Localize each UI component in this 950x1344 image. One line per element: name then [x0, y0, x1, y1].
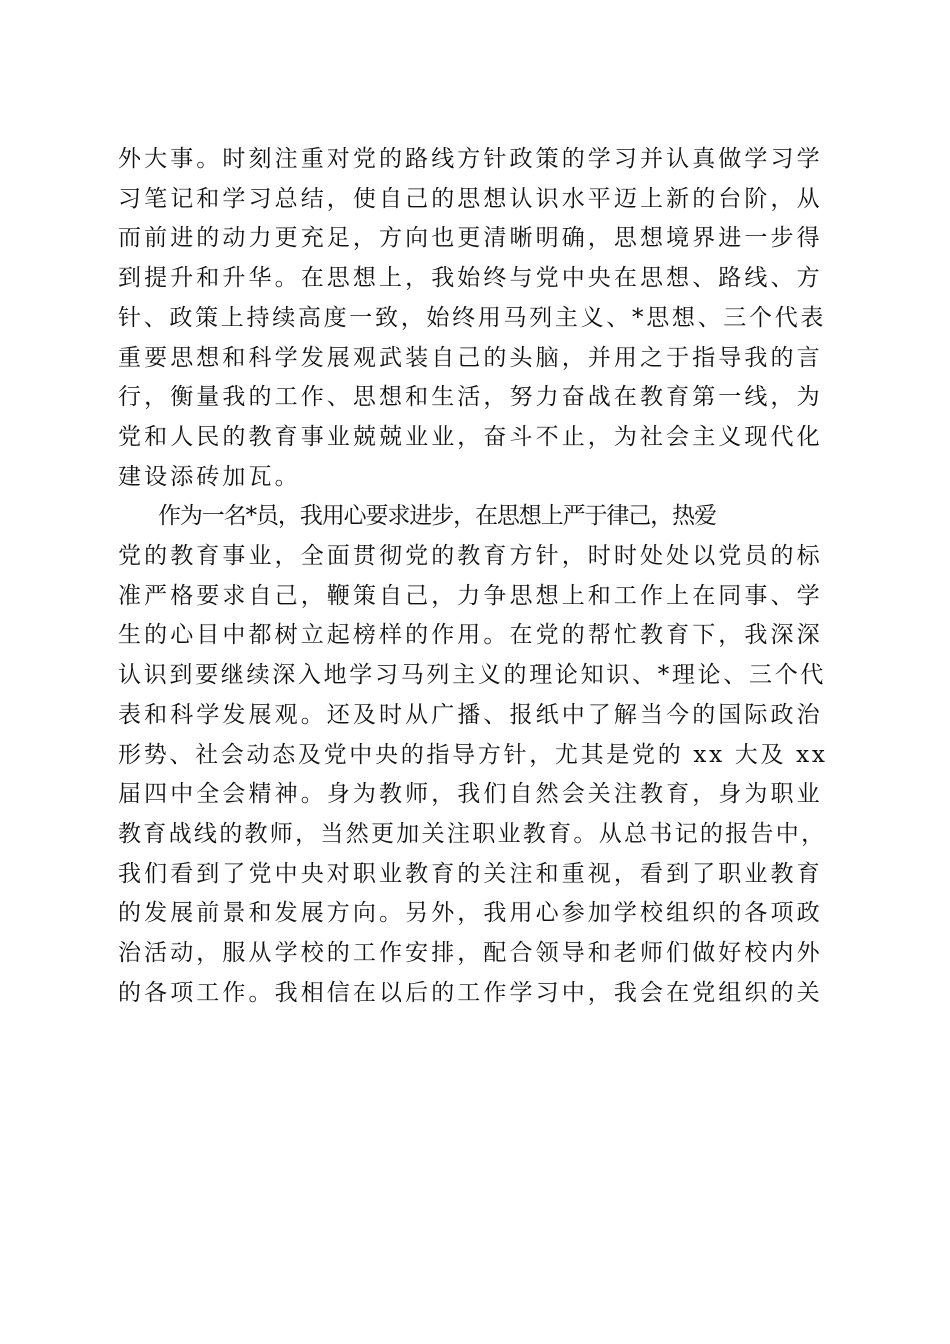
text-line: 生的心目中都树立起榜样的作用。在党的帮忙教育下，我深深 — [118, 622, 823, 649]
text-line: 我们看到了党中央对职业教育的关注和重视，看到了职业教育 — [118, 860, 823, 887]
text-line: 而前进的动力更充足，方向也更清晰明确，思想境界进一步得 — [118, 225, 823, 252]
text-line: 的各项工作。我相信在以后的工作学习中，我会在党组织的关 — [118, 979, 823, 1006]
text-line: 形势、社会动态及党中央的指导方针，尤其是党的 xx 大及 xx — [118, 741, 828, 768]
text-line: 外大事。时刻注重对党的路线方针政策的学习并认真做学习学 — [118, 146, 823, 172]
text-line: 届四中全会精神。身为教师，我们自然会关注教育，身为职业 — [118, 781, 823, 808]
text-line: 的发展前景和发展方向。另外，我用心参加学校组织的各项政 — [118, 900, 823, 927]
text-line: 重要思想和科学发展观武装自己的头脑，并用之于指导我的言 — [118, 344, 823, 371]
paragraph-2 — [118, 497, 828, 1013]
text-line: 行，衡量我的工作、思想和生活，努力奋战在教育第一线，为 — [118, 384, 823, 411]
text-line: 表和科学发展观。还及时从广播、报纸中了解当今的国际政治 — [118, 701, 823, 728]
text-line: 建设添砖加瓦。 — [118, 463, 301, 490]
text-line: 到提升和升华。在思想上，我始终与党中央在思想、路线、方 — [118, 265, 823, 292]
text-line: 治活动，服从学校的工作安排，配合领导和老师们做好校内外 — [118, 940, 823, 967]
text-line: 教育战线的教师，当然更加关注职业教育。从总书记的报告中， — [118, 820, 827, 847]
text-line: 党的教育事业，全面贯彻党的教育方针，时时处处以党员的标 — [118, 543, 823, 570]
text-line: 准严格要求自己，鞭策自己，力争思想上和工作上在同事、学 — [118, 582, 823, 609]
text-line: 认识到要继续深入地学习马列主义的理论知识、*理论、三个代 — [118, 662, 827, 689]
paragraph-1 — [118, 140, 828, 497]
text-line: 针、政策上持续高度一致，始终用马列主义、*思想、三个代表 — [118, 304, 827, 331]
text-line: 党和人民的教育事业兢兢业业，奋斗不止，为社会主义现代化 — [118, 423, 823, 450]
document-body — [118, 140, 828, 1013]
text-line: 习笔记和学习总结，使自己的思想认识水平迈上新的台阶，从 — [118, 185, 823, 212]
text-line: 作为一名*员，我用心要求进步，在思想上严于律己，热爱 — [158, 503, 716, 530]
